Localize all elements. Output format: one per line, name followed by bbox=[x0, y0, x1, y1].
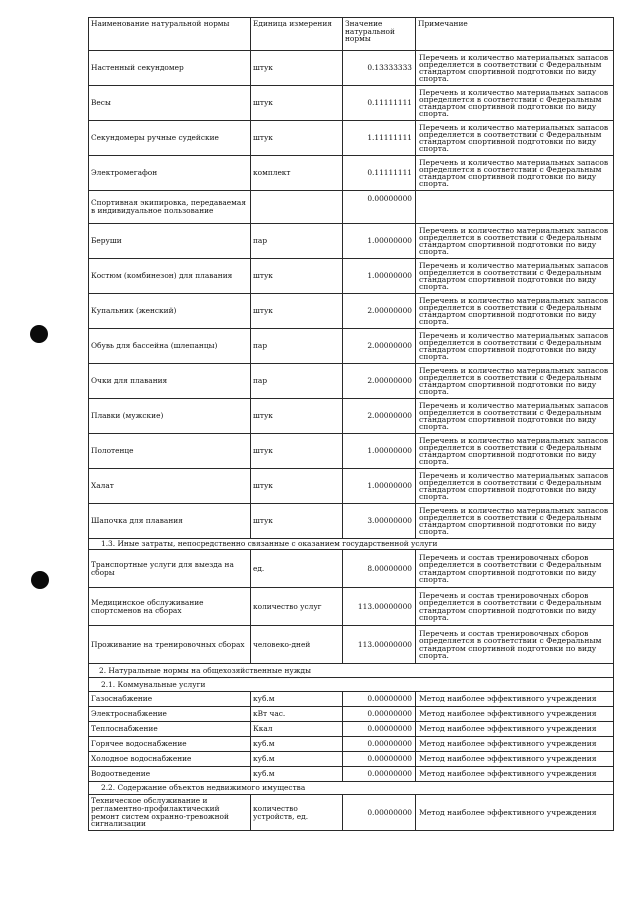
row-note: Метод наиболее эффективного учреждения bbox=[416, 752, 614, 767]
row-note: Перечень и количество материальных запасов определяется в соответствии с Федеральным стандартом спортивной подготовки по виду спорта. bbox=[416, 434, 614, 469]
natural-norms-table bbox=[88, 17, 614, 831]
row-name: Техническое обслуживание и регламентно-профилактический ремонт систем охранно-тревожной сигнализации bbox=[89, 795, 251, 831]
table-row bbox=[89, 626, 614, 664]
punch-hole-top bbox=[30, 325, 48, 343]
row-value: 1.00000000 bbox=[343, 434, 416, 469]
row-name: Горячее водоснабжение bbox=[89, 737, 251, 752]
row-name: Водоотведение bbox=[89, 767, 251, 782]
row-value: 0.00000000 bbox=[343, 707, 416, 722]
row-unit: пар bbox=[251, 224, 343, 259]
punch-hole-bottom bbox=[31, 571, 49, 589]
row-value: 0.00000000 bbox=[343, 191, 416, 224]
row-note: Метод наиболее эффективного учреждения bbox=[416, 737, 614, 752]
row-value: 1.00000000 bbox=[343, 224, 416, 259]
table-row bbox=[89, 294, 614, 329]
row-value: 2.00000000 bbox=[343, 399, 416, 434]
row-unit: куб.м bbox=[251, 752, 343, 767]
row-note: Перечень и количество материальных запасов определяется в соответствии с Федеральным стандартом спортивной подготовки по виду спорта. bbox=[416, 294, 614, 329]
row-name: Холодное водоснабжение bbox=[89, 752, 251, 767]
table-row bbox=[89, 707, 614, 722]
table-row bbox=[89, 722, 614, 737]
row-unit: штук bbox=[251, 259, 343, 294]
row-value: 113.00000000 bbox=[343, 588, 416, 626]
row-value: 0.00000000 bbox=[343, 722, 416, 737]
row-name: Плавки (мужские) bbox=[89, 399, 251, 434]
section-heading: 1.3. Иные затраты, непосредственно связанные с оказанием государственной услуги bbox=[89, 539, 614, 550]
row-note: Перечень и состав тренировочных сборов определяется в соответствии с Федеральным стандартом спортивной подготовки по виду спорта. bbox=[416, 550, 614, 588]
row-note: Метод наиболее эффективного учреждения bbox=[416, 722, 614, 737]
row-note: Метод наиболее эффективного учреждения bbox=[416, 767, 614, 782]
header-name: Наименование натуральной нормы bbox=[89, 18, 251, 51]
section-heading: 2.1. Коммунальные услуги bbox=[89, 678, 614, 692]
table-row bbox=[89, 51, 614, 86]
row-name: Купальник (женский) bbox=[89, 294, 251, 329]
row-value: 1.00000000 bbox=[343, 259, 416, 294]
row-value: 2.00000000 bbox=[343, 294, 416, 329]
row-value: 113.00000000 bbox=[343, 626, 416, 664]
row-value: 0.11111111 bbox=[343, 86, 416, 121]
table-row bbox=[89, 588, 614, 626]
row-note: Метод наиболее эффективного учреждения bbox=[416, 707, 614, 722]
table-row bbox=[89, 364, 614, 399]
row-value: 0.00000000 bbox=[343, 752, 416, 767]
row-name: Весы bbox=[89, 86, 251, 121]
table-row bbox=[89, 191, 614, 224]
row-value: 0.13333333 bbox=[343, 51, 416, 86]
row-value: 1.00000000 bbox=[343, 469, 416, 504]
row-unit: штук bbox=[251, 86, 343, 121]
row-unit: кВт час. bbox=[251, 707, 343, 722]
row-unit: пар bbox=[251, 329, 343, 364]
section-heading-row bbox=[89, 539, 614, 550]
table-row bbox=[89, 767, 614, 782]
row-unit bbox=[251, 191, 343, 224]
row-name: Электроснабжение bbox=[89, 707, 251, 722]
section-heading-row bbox=[89, 782, 614, 795]
row-name: Спортивная экипировка, передаваемая в индивидуальное пользование bbox=[89, 191, 251, 224]
table-row bbox=[89, 692, 614, 707]
table-row bbox=[89, 504, 614, 539]
row-unit: куб.м bbox=[251, 692, 343, 707]
row-value: 2.00000000 bbox=[343, 329, 416, 364]
row-note: Перечень и количество материальных запасов определяется в соответствии с Федеральным стандартом спортивной подготовки по виду спорта. bbox=[416, 259, 614, 294]
header-unit: Единица измерения bbox=[251, 18, 343, 51]
table-row bbox=[89, 224, 614, 259]
table-row bbox=[89, 399, 614, 434]
row-name: Халат bbox=[89, 469, 251, 504]
row-unit: пар bbox=[251, 364, 343, 399]
row-unit: человеко-дней bbox=[251, 626, 343, 664]
table-header-row bbox=[89, 18, 614, 51]
row-note: Перечень и количество материальных запасов определяется в соответствии с Федеральным стандартом спортивной подготовки по виду спорта. bbox=[416, 399, 614, 434]
row-note: Перечень и количество материальных запасов определяется в соответствии с Федеральным стандартом спортивной подготовки по виду спорта. bbox=[416, 156, 614, 191]
row-note: Перечень и состав тренировочных сборов определяется в соответствии с Федеральным стандартом спортивной подготовки по виду спорта. bbox=[416, 588, 614, 626]
table-row bbox=[89, 550, 614, 588]
row-name: Секундомеры ручные судейские bbox=[89, 121, 251, 156]
row-unit: штук bbox=[251, 51, 343, 86]
row-name: Костюм (комбинезон) для плавания bbox=[89, 259, 251, 294]
row-unit: ед. bbox=[251, 550, 343, 588]
row-note: Перечень и количество материальных запасов определяется в соответствии с Федеральным стандартом спортивной подготовки по виду спорта. bbox=[416, 329, 614, 364]
row-unit: штук bbox=[251, 294, 343, 329]
header-value: Значение натуральной нормы bbox=[343, 18, 416, 51]
row-unit: куб.м bbox=[251, 767, 343, 782]
table-row bbox=[89, 259, 614, 294]
row-value: 8.00000000 bbox=[343, 550, 416, 588]
row-note bbox=[416, 191, 614, 224]
row-unit: штук bbox=[251, 504, 343, 539]
row-unit: штук bbox=[251, 469, 343, 504]
row-name: Шапочка для плавания bbox=[89, 504, 251, 539]
row-name: Полотенце bbox=[89, 434, 251, 469]
row-value: 0.00000000 bbox=[343, 692, 416, 707]
table-row bbox=[89, 469, 614, 504]
row-note: Перечень и количество материальных запасов определяется в соответствии с Федеральным стандартом спортивной подготовки по виду спорта. bbox=[416, 504, 614, 539]
row-unit: количество услуг bbox=[251, 588, 343, 626]
row-unit: куб.м bbox=[251, 737, 343, 752]
section-heading: 2. Натуральные нормы на общехозяйственные нужды bbox=[89, 664, 614, 678]
row-name: Электромегафон bbox=[89, 156, 251, 191]
table-row bbox=[89, 121, 614, 156]
table-row bbox=[89, 434, 614, 469]
row-unit: штук bbox=[251, 434, 343, 469]
row-name: Проживание на тренировочных сборах bbox=[89, 626, 251, 664]
section-heading-row bbox=[89, 678, 614, 692]
row-unit: штук bbox=[251, 121, 343, 156]
row-note: Перечень и количество материальных запасов определяется в соответствии с Федеральным стандартом спортивной подготовки по виду спорта. bbox=[416, 86, 614, 121]
table-row bbox=[89, 86, 614, 121]
row-note: Перечень и количество материальных запасов определяется в соответствии с Федеральным стандартом спортивной подготовки по виду спорта. bbox=[416, 224, 614, 259]
row-value: 0.00000000 bbox=[343, 737, 416, 752]
row-unit: штук bbox=[251, 399, 343, 434]
row-value: 3.00000000 bbox=[343, 504, 416, 539]
row-name: Теплоснабжение bbox=[89, 722, 251, 737]
row-name: Медицинское обслуживание спортсменов на сборах bbox=[89, 588, 251, 626]
section-heading-row bbox=[89, 664, 614, 678]
row-name: Газоснабжение bbox=[89, 692, 251, 707]
row-value: 0.00000000 bbox=[343, 767, 416, 782]
row-unit: количество устройств, ед. bbox=[251, 795, 343, 831]
row-name: Транспортные услуги для выезда на сборы bbox=[89, 550, 251, 588]
row-name: Беруши bbox=[89, 224, 251, 259]
row-note: Перечень и состав тренировочных сборов определяется в соответствии с Федеральным стандартом спортивной подготовки по виду спорта. bbox=[416, 626, 614, 664]
row-name: Обувь для бассейна (шлепанцы) bbox=[89, 329, 251, 364]
table-row bbox=[89, 737, 614, 752]
row-note: Перечень и количество материальных запасов определяется в соответствии с Федеральным стандартом спортивной подготовки по виду спорта. bbox=[416, 469, 614, 504]
row-name: Очки для плавания bbox=[89, 364, 251, 399]
row-value: 0.11111111 bbox=[343, 156, 416, 191]
row-unit: Ккал bbox=[251, 722, 343, 737]
row-value: 1.11111111 bbox=[343, 121, 416, 156]
table-row bbox=[89, 329, 614, 364]
row-name: Настенный секундомер bbox=[89, 51, 251, 86]
header-note: Примечание bbox=[416, 18, 614, 51]
table-row bbox=[89, 752, 614, 767]
row-note: Перечень и количество материальных запасов определяется в соответствии с Федеральным стандартом спортивной подготовки по виду спорта. bbox=[416, 51, 614, 86]
table-row bbox=[89, 795, 614, 831]
table-row bbox=[89, 156, 614, 191]
row-unit: комплект bbox=[251, 156, 343, 191]
row-value: 2.00000000 bbox=[343, 364, 416, 399]
row-value: 0.00000000 bbox=[343, 795, 416, 831]
row-note: Перечень и количество материальных запасов определяется в соответствии с Федеральным стандартом спортивной подготовки по виду спорта. bbox=[416, 121, 614, 156]
section-heading: 2.2. Содержание объектов недвижимого имущества bbox=[89, 782, 614, 795]
row-note: Перечень и количество материальных запасов определяется в соответствии с Федеральным стандартом спортивной подготовки по виду спорта. bbox=[416, 364, 614, 399]
row-note: Метод наиболее эффективного учреждения bbox=[416, 692, 614, 707]
row-note: Метод наиболее эффективного учреждения bbox=[416, 795, 614, 831]
